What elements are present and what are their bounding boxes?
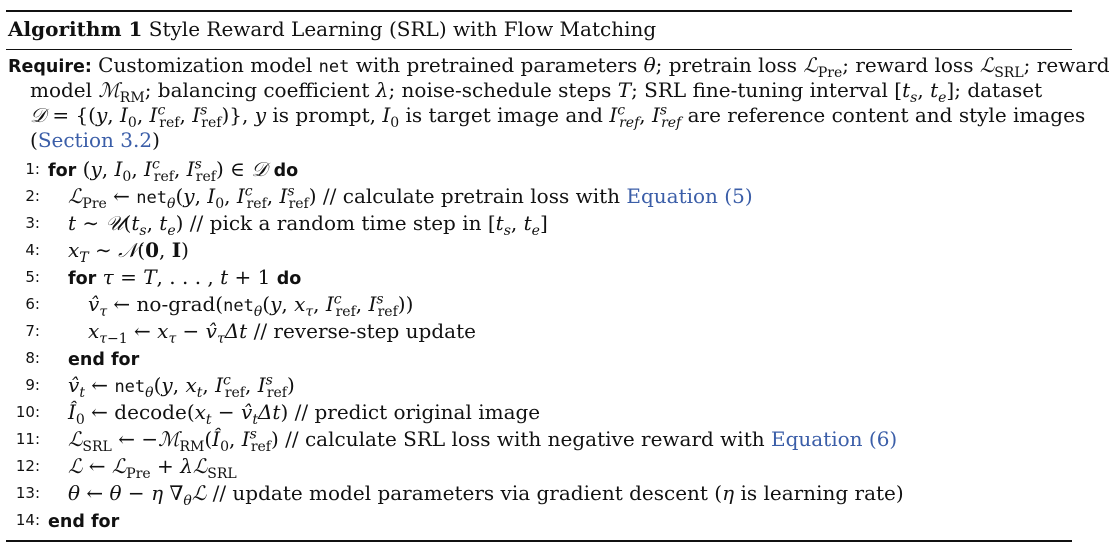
step-number: 11: [15,430,40,448]
step-7: 7: $x_{\tau-1}$ ← $x_\tau$ − $v̂_\tau\Delta t$ // reverse-step update [6,318,1072,345]
step-10: 10: $Î_0$ ← $decode(x_t$ − $v̂_t\Delta t$) // predict original image [6,399,1072,426]
equation-6-link[interactable]: Equation (6) [770,427,898,451]
header-rule [6,49,1072,50]
step-1: 1: for (y, $I_0$, $I^c_{ref}$, $I^s_{ref}$) ∈ 𝒟 do [6,156,1072,183]
require-line-1: Require: Customization model net with pretrained parameters θ; pretrain loss ℒ$_{Pre}$; reward loss ℒ$_{SRL}$; reward [8,53,1110,81]
step-5: 5: for τ = T, . . . , t + 1 do [6,264,1072,291]
step-13: 13: θ ← θ − η $\nabla_\theta ℒ$ // update model parameters via gradient descent (η is learning rate) [6,480,1072,507]
step-12: 12: ℒ ← ℒ$_{Pre}$ + λℒ$_{SRL}$ [6,453,1072,480]
step-number: 5: [25,268,40,286]
step-number: 10: [15,403,40,421]
step-number: 14: [15,511,40,529]
step-number: 6: [25,295,40,313]
step-number: 13: [15,484,40,502]
step-11: 11: ℒ$_{SRL}$ ← $-ℳ_{RM}(Î_0$, $I^s_{ref}$) // calculate SRL loss with negative reward with Equation (6) [6,426,1072,453]
section-link[interactable]: Section 3.2 [37,128,153,152]
require-keyword: Require: [8,57,92,77]
require-line-3: 𝒟 = {(y, $I_0$, $I^c_{ref}$, $I^s_{ref}$)}, y is prompt, $I_0$ is target image and $I^c_{ref}$, $I^s_{ref}$ are reference content and style images [30,102,1086,131]
algorithm-box [6,10,1110,542]
algorithm-steps [6,156,1072,534]
step-number: 9: [25,376,40,394]
step-number: 12: [15,457,40,475]
equation-5-link[interactable]: Equation (5) [626,184,753,208]
step-3: 3: t ∼ $𝒰(t_s$, $t_e$) // pick a random time step in [$t_s$, $t_e$] [6,210,1072,237]
step-8: 8: end for [6,345,1072,372]
step-6: 6: $v̂_\tau$ ← no-grad(net$_\theta$(y, $x_\tau$, $I^c_{ref}$, $I^s_{ref}$)) [6,291,1072,318]
step-number: 4: [25,241,40,259]
step-4: 4: $x_T$ ∼ 𝒩(0, I) [6,237,1072,264]
top-rule [6,10,1072,12]
algorithm-label: Algorithm 1 [8,17,143,41]
step-number: 3: [25,214,40,232]
step-number: 1: [25,160,40,178]
require-block [8,53,1110,153]
step-number: 2: [25,187,40,205]
require-line-4: (Section 3.2) [30,128,160,152]
algorithm-title [8,15,656,43]
require-line-2: model ℳ$_{RM}$; balancing coefficient λ; noise-schedule steps T; SRL fine-tuning interval [$t_s$, $t_e$]; dataset [30,78,1043,106]
bottom-rule [6,540,1072,542]
algorithm-name: Style Reward Learning (SRL) with Flow Matching [148,17,657,41]
step-2: 2: ℒ$_{Pre}$ ← net$_\theta$(y, $I_0$, $I^c_{ref}$, $I^s_{ref}$) // calculate pretrain loss with Equation (5) [6,183,1072,210]
step-number: 8: [25,349,40,367]
step-9: 9: $v̂_t$ ← net$_\theta$(y, $x_t$, $I^c_{ref}$, $I^s_{ref}$) [6,372,1072,399]
step-number: 7: [25,322,40,340]
step-14: 14: end for [6,507,1072,534]
